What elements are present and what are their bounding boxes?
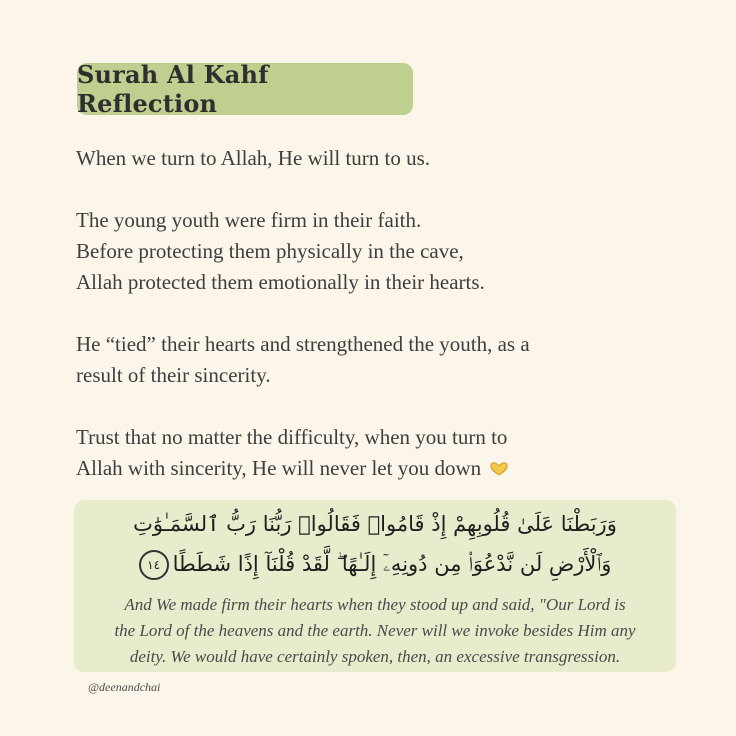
heart-hands-icon (485, 462, 509, 479)
text-line: He “tied” their hearts and strengthened the youth, as a (76, 332, 530, 356)
paragraph-4 (76, 422, 676, 486)
translation-line: the Lord of the heavens and the earth. Never will we invoke besides Him any (114, 621, 636, 640)
text-line: The young youth were firm in their faith. (76, 208, 422, 232)
ayah-number-marker: ١٤ (139, 550, 169, 580)
text-line-with-icon (76, 453, 676, 486)
text-line: Allah protected them emotionally in their hearts. (76, 270, 485, 294)
reflection-body (76, 143, 676, 517)
text-line: Trust that no matter the difficulty, when you turn to (76, 425, 508, 449)
translation-line: And We made firm their hearts when they stood up and said, "Our Lord is (124, 595, 626, 614)
text-line: Before protecting them physically in the cave, (76, 239, 464, 263)
paragraph-1 (76, 143, 676, 174)
text-line: Allah with sincerity, He will never let you down (76, 456, 482, 480)
title-badge (77, 60, 413, 118)
verse-box (74, 500, 676, 672)
paragraph-2 (76, 205, 676, 298)
arabic-verse-line-2 (74, 550, 676, 580)
page-title: Surah Al Kahf Reflection (77, 60, 269, 118)
text-line: When we turn to Allah, He will turn to us. (76, 146, 431, 170)
arabic-verse-line-1: وَرَبَطْنَا عَلَىٰ قُلُوبِهِمْ إِذْ قَامُوا۟ فَقَالُوا۟ رَبُّنَا رَبُّ ٱلسَّمَـٰوَٰتِ (133, 512, 617, 536)
author-handle: @deenandchai (88, 680, 161, 694)
arabic-verse-text: وَٱلْأَرْضِ لَن نَّدْعُوَا۟ مِن دُونِهِۦٓ إِلَـٰهًا ۖ لَّقَدْ قُلْنَآ إِذًا شَطَطًا (172, 552, 612, 576)
paragraph-3 (76, 329, 676, 391)
verse-translation (88, 592, 662, 670)
translation-line: deity. We would have certainly spoken, then, an excessive transgression. (129, 647, 621, 666)
text-line: result of their sincerity. (76, 363, 271, 387)
